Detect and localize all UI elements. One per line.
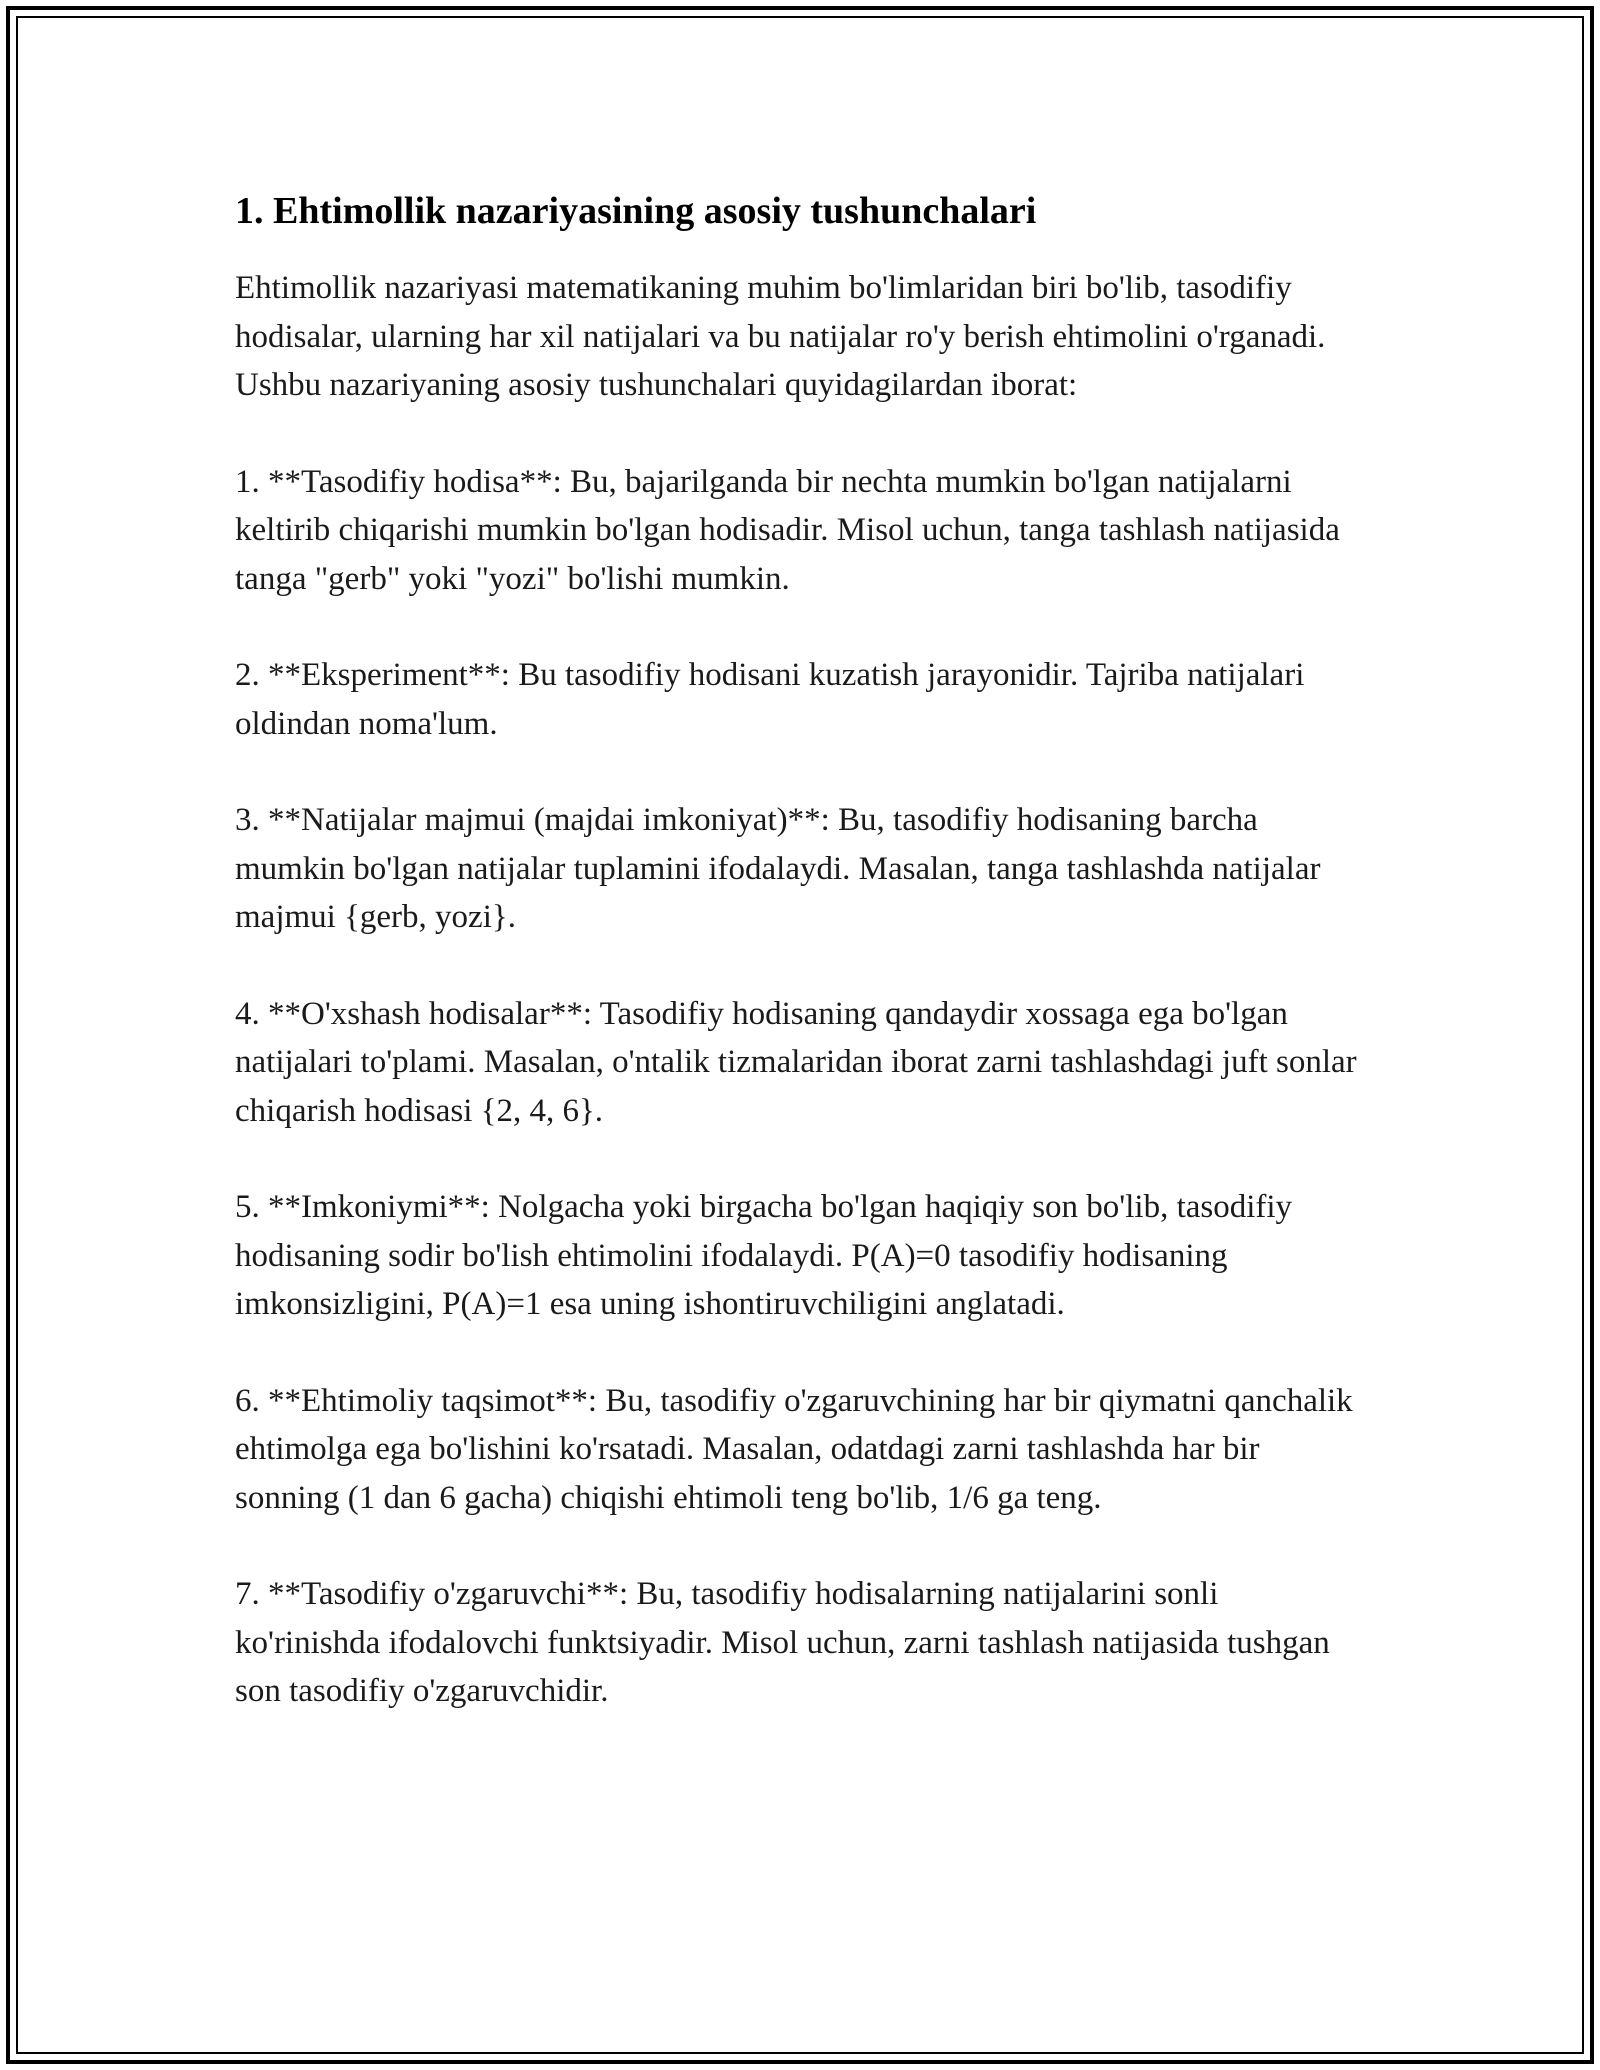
item-imkoniymi: 5. **Imkoniymi**: Nolgacha yoki birgacha bo'lgan haqiqiy son bo'lib, tasodifiy hodisaning sodir bo'lish ehtimolini ifodalaydi. P(A)=0 tasodifiy hodisaning imkonsizligini, P(A)=1 esa uning ishontiruvchiligini anglatadi. <box>235 1189 1293 1322</box>
document-title: 1. Ehtimollik nazariyasining asosiy tushunchalari <box>235 190 1037 232</box>
item-oxshash-hodisalar: 4. **O'xshash hodisalar**: Tasodifiy hodisaning qandaydir xossaga ega bo'lgan natijalari to'plami. Masalan, o'ntalik tizmalaridan iborat zarni tashlashdagi juft sonlar chiqarish hodisasi {2, 4, 6}. <box>235 995 1357 1129</box>
item-tasodifiy-ozgaruvchi: 7. **Tasodifiy o'zgaruvchi**: Bu, tasodifiy hodisalarning natijalarini sonli ko'rinishda ifodalovchi funktsiyadir. Misol uchun, zarni tashlash natijasida tushgan son tasodifiy o'zgaruvchidir. <box>235 1576 1330 1709</box>
intro-paragraph: Ehtimollik nazariyasi matematikaning muhim bo'limlaridan biri bo'lib, tasodifiy hodisalar, ularning har xil natijalari va bu natijalar ro'y berish ehtimolini o'rganadi. Ushbu nazariyaning asosiy tushunchalari quyidagilardan iborat: <box>235 270 1326 403</box>
item-ehtimoliy-taqsimot: 6. **Ehtimoliy taqsimot**: Bu, tasodifiy o'zgaruvchining har bir qiymatni qanchalik ehtimolga ega bo'lishini ko'rsatadi. Masalan, odatdagi zarni tashlashda har bir sonning (1 dan 6 gacha) chiqishi ehtimoli teng bo'lib, 1/6 ga teng. <box>235 1382 1353 1516</box>
item-natijalar-majmui: 3. **Natijalar majmui (majdai imkoniyat)**: Bu, tasodifiy hodisaning barcha mumkin bo'lgan natijalar tuplamini ifodalaydi. Masalan, tanga tashlashda natijalar majmui {gerb, yozi}. <box>235 802 1321 935</box>
document-body <box>235 186 1365 1764</box>
item-tasodifiy-hodisa: 1. **Tasodifiy hodisa**: Bu, bajarilganda bir nechta mumkin bo'lgan natijalarni keltirib chiqarishi mumkin bo'lgan hodisadir. Misol uchun, tanga tashlash natijasida tanga "gerb" yoki "yozi" bo'lishi mumkin. <box>235 463 1340 597</box>
item-eksperiment: 2. **Eksperiment**: Bu tasodifiy hodisani kuzatish jarayonidir. Tajriba natijalari oldindan noma'lum. <box>235 657 1305 742</box>
